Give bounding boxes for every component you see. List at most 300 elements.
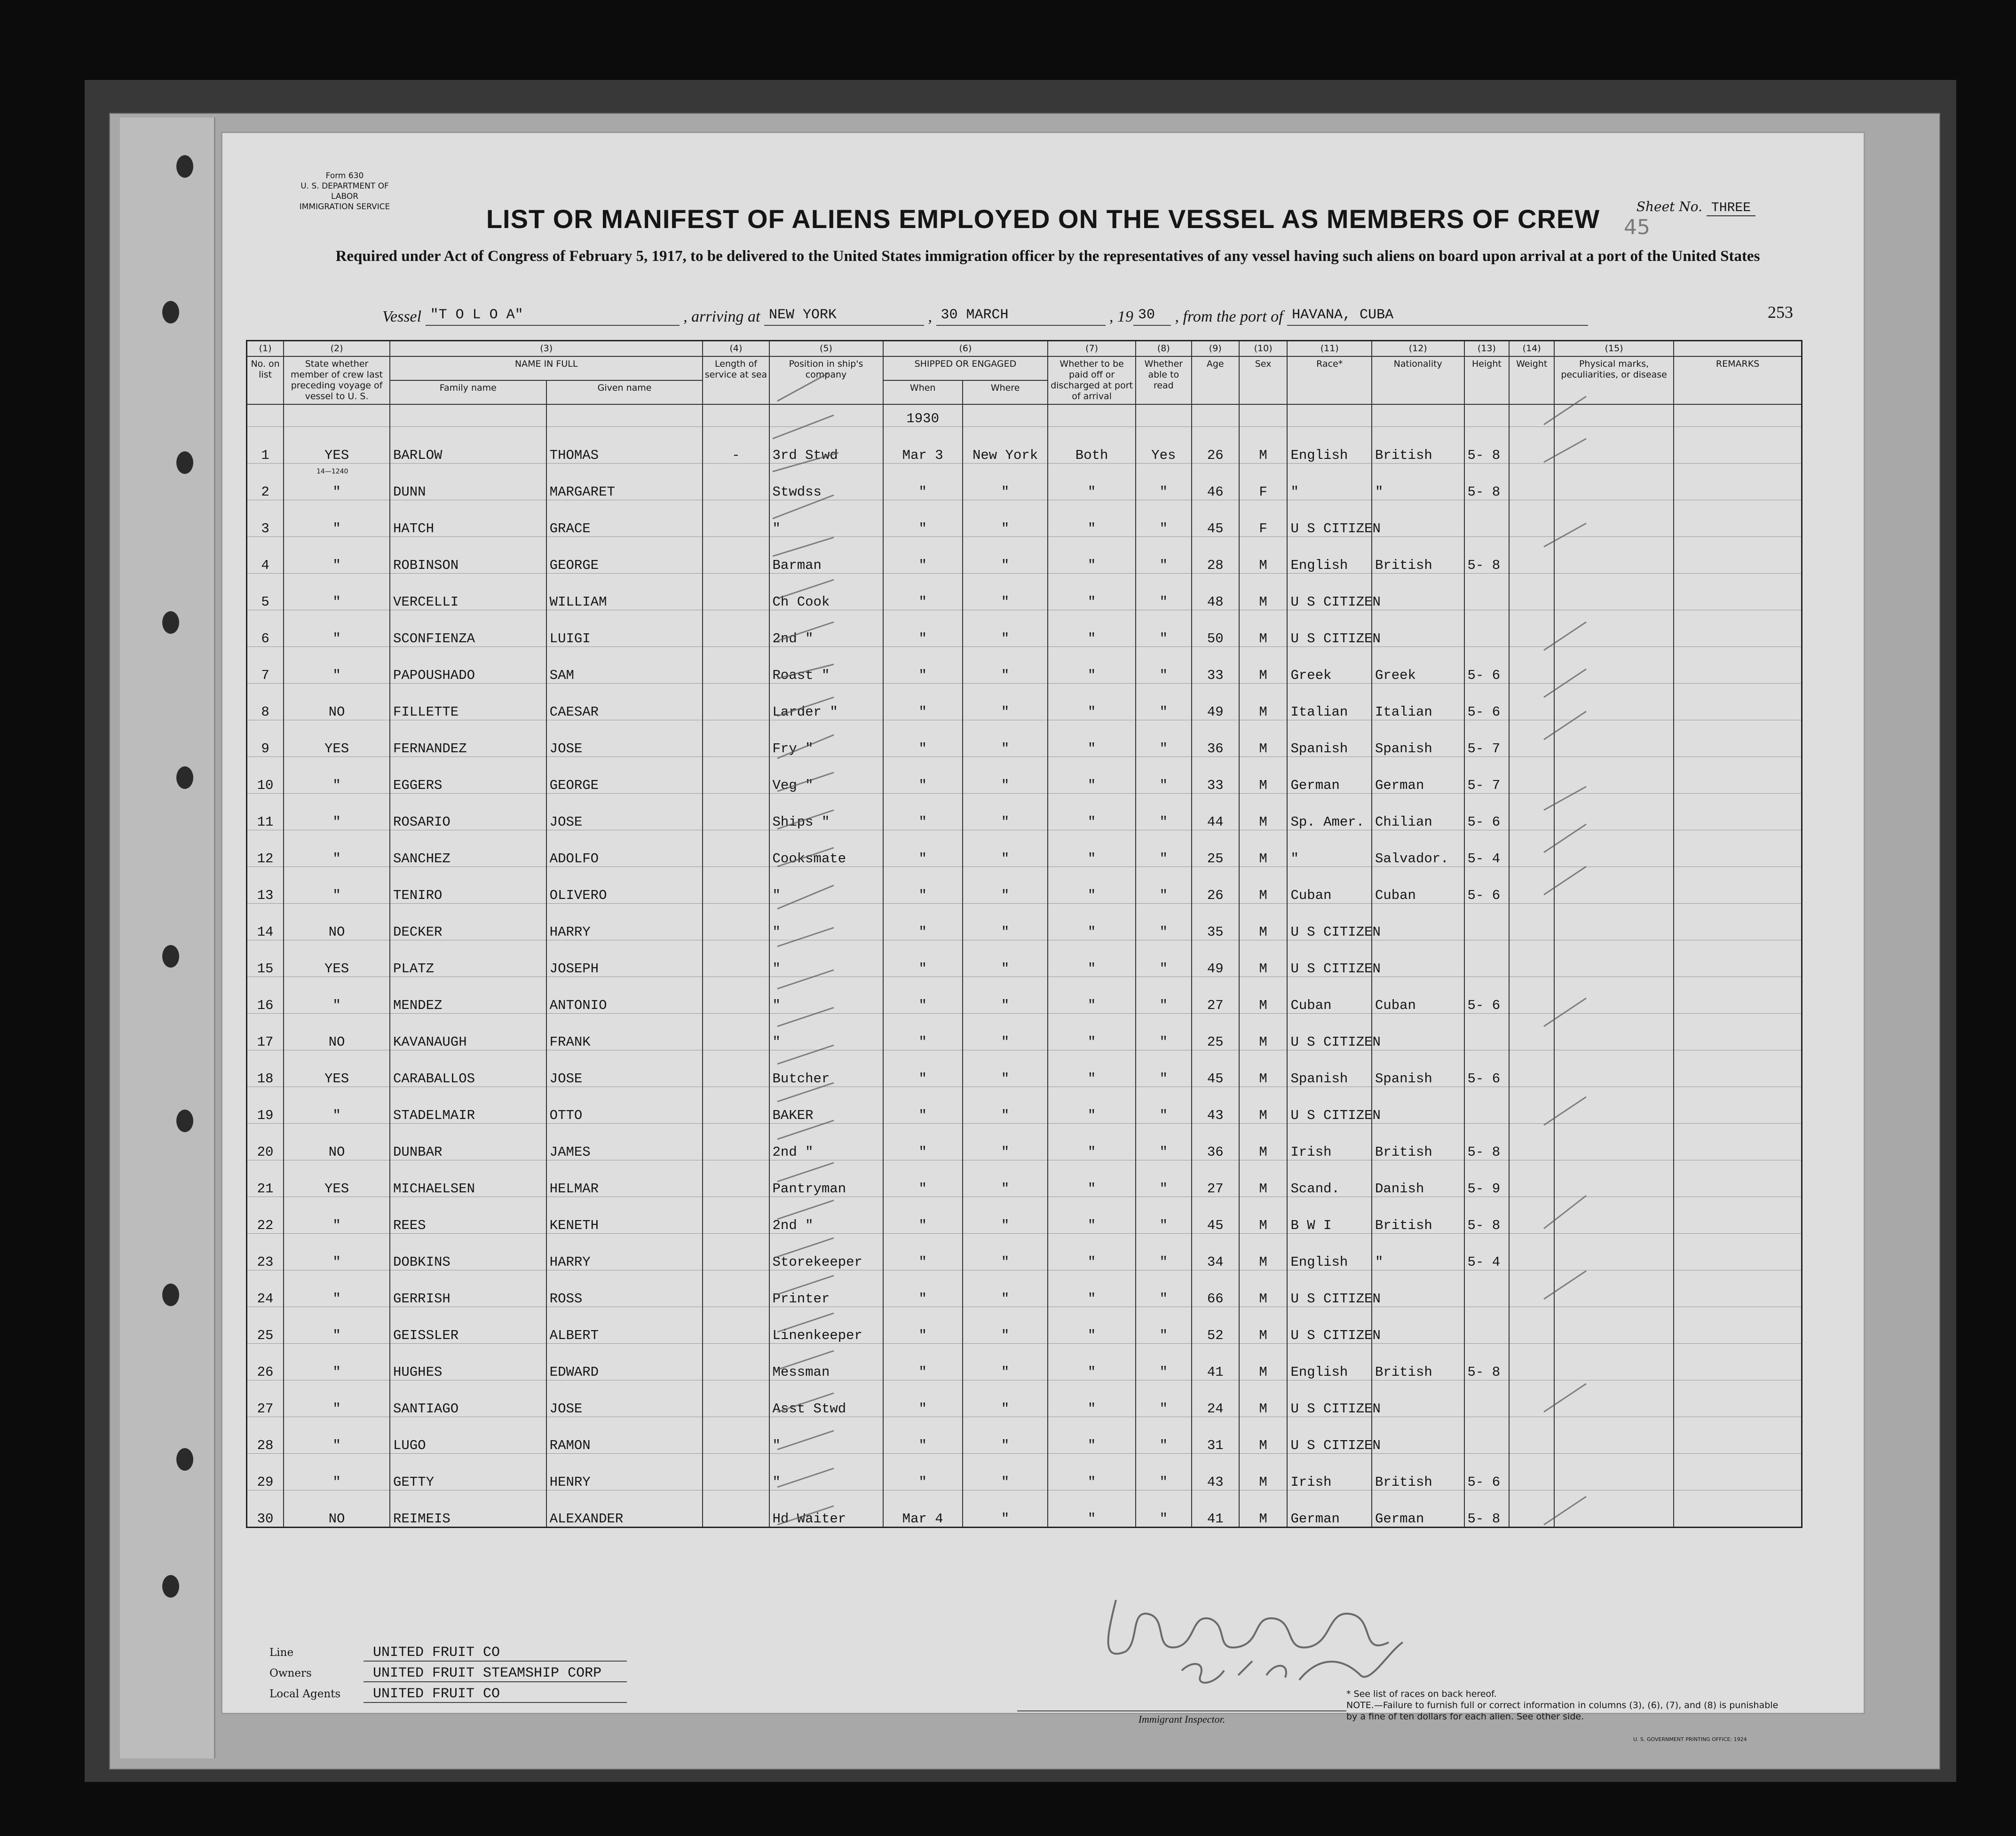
row-number-cell: 3 xyxy=(247,500,284,537)
position-cell: Storekeeper xyxy=(769,1234,883,1270)
col-15-number: (15) xyxy=(1554,341,1674,357)
physical-marks-cell xyxy=(1554,1490,1674,1528)
header-height: Height xyxy=(1464,356,1510,404)
remarks-cell xyxy=(1674,1124,1802,1160)
length-of-service-cell xyxy=(703,1380,769,1417)
age-cell: 24 xyxy=(1192,1380,1239,1417)
paid-off-cell: " xyxy=(1048,500,1136,537)
shipped-where-cell: " xyxy=(963,1380,1048,1417)
family-name-cell: DECKER xyxy=(390,904,546,940)
row-number-cell: 7 xyxy=(247,647,284,684)
previous-voyage-cell: " xyxy=(284,1087,390,1124)
weight-cell xyxy=(1509,904,1554,940)
col-6-number: (6) xyxy=(883,341,1048,357)
nationality-cell: Spanish xyxy=(1372,1050,1464,1087)
family-name-cell: GETTY xyxy=(390,1454,546,1490)
crew-manifest-table xyxy=(246,340,1803,1528)
binding-hole xyxy=(176,451,193,474)
able-to-read-cell: " xyxy=(1136,940,1192,977)
height-cell: 5- 7 xyxy=(1464,720,1510,757)
header-physical-marks: Physical marks, peculiarities, or disease xyxy=(1554,356,1674,404)
sex-cell: M xyxy=(1239,757,1288,794)
physical-marks-cell xyxy=(1554,1344,1674,1380)
shipped-when-cell: " xyxy=(883,977,963,1014)
header-previous-voyage: State whether member of crew last preceding voyage of vessel to U. S. xyxy=(284,356,390,404)
binding-hole xyxy=(162,1575,179,1598)
race-cell: B W I xyxy=(1287,1197,1371,1234)
position-cell: 3rd Stwd xyxy=(769,427,883,464)
shipped-when-cell: " xyxy=(883,1124,963,1160)
paid-off-cell: " xyxy=(1048,1160,1136,1197)
sex-cell: M xyxy=(1239,1307,1288,1344)
family-name-cell: TENIRO xyxy=(390,867,546,904)
previous-voyage-cell: YES xyxy=(284,720,390,757)
previous-voyage-cell: " xyxy=(284,1307,390,1344)
nationality-cell: British xyxy=(1372,1344,1464,1380)
length-of-service-cell xyxy=(703,757,769,794)
vessel-name: "T O L O A" xyxy=(426,307,680,326)
agents-value: UNITED FRUIT CO xyxy=(364,1686,627,1703)
age-cell: 26 xyxy=(1192,427,1239,464)
weight-cell xyxy=(1509,1197,1554,1234)
shipped-when-cell: " xyxy=(883,1344,963,1380)
given-name-cell: ANTONIO xyxy=(546,977,703,1014)
position-cell: Ch Cook xyxy=(769,574,883,610)
table-row xyxy=(247,1197,1802,1234)
weight-cell xyxy=(1509,830,1554,867)
previous-voyage-cell: " xyxy=(284,757,390,794)
sex-cell: M xyxy=(1239,794,1288,830)
row-number-cell: 24 xyxy=(247,1270,284,1307)
year-row-value: 1930 xyxy=(883,404,963,427)
age-cell: 28 xyxy=(1192,537,1239,574)
previous-voyage-cell: " xyxy=(284,830,390,867)
shipped-where-cell: " xyxy=(963,1050,1048,1087)
col-8-number: (8) xyxy=(1136,341,1192,357)
table-row xyxy=(247,1344,1802,1380)
weight-cell xyxy=(1509,427,1554,464)
position-cell: Asst Stwd xyxy=(769,1380,883,1417)
given-name-cell: GRACE xyxy=(546,500,703,537)
able-to-read-cell: " xyxy=(1136,1417,1192,1454)
nationality-cell xyxy=(1372,904,1464,940)
shipped-where-cell: " xyxy=(963,757,1048,794)
height-cell xyxy=(1464,500,1510,537)
pencil-tally: 45 xyxy=(1624,215,1650,239)
col-3-number: (3) xyxy=(390,341,703,357)
shipped-where-cell: " xyxy=(963,1417,1048,1454)
family-name-cell: KAVANAUGH xyxy=(390,1014,546,1050)
row-number-cell: 20 xyxy=(247,1124,284,1160)
table-row xyxy=(247,537,1802,574)
height-cell: 5- 6 xyxy=(1464,1454,1510,1490)
col-7-number: (7) xyxy=(1048,341,1136,357)
header-weight: Weight xyxy=(1509,356,1554,404)
header-name-in-full: NAME IN FULL xyxy=(390,356,703,380)
remarks-cell xyxy=(1674,1160,1802,1197)
remarks-cell xyxy=(1674,1197,1802,1234)
weight-cell xyxy=(1509,647,1554,684)
weight-cell xyxy=(1509,867,1554,904)
race-cell: Cuban xyxy=(1287,977,1371,1014)
age-cell: 41 xyxy=(1192,1344,1239,1380)
row-number-cell: 12 xyxy=(247,830,284,867)
remarks-cell xyxy=(1674,977,1802,1014)
family-name-cell: HATCH xyxy=(390,500,546,537)
race-cell: Irish xyxy=(1287,1124,1371,1160)
position-cell: 2nd " xyxy=(769,610,883,647)
previous-voyage-cell: " xyxy=(284,1380,390,1417)
able-to-read-cell: " xyxy=(1136,977,1192,1014)
remarks-cell xyxy=(1674,720,1802,757)
shipped-where-cell: " xyxy=(963,1454,1048,1490)
family-name-cell: MICHAELSEN xyxy=(390,1160,546,1197)
weight-cell xyxy=(1509,1270,1554,1307)
able-to-read-cell: " xyxy=(1136,867,1192,904)
remarks-cell xyxy=(1674,1417,1802,1454)
position-cell: " xyxy=(769,1417,883,1454)
race-note: * See list of races on back hereof. xyxy=(1346,1689,1497,1699)
sex-cell: M xyxy=(1239,1490,1288,1528)
sex-cell: M xyxy=(1239,867,1288,904)
length-of-service-cell xyxy=(703,1270,769,1307)
length-of-service-cell xyxy=(703,1454,769,1490)
age-cell: 45 xyxy=(1192,1050,1239,1087)
paid-off-cell: " xyxy=(1048,867,1136,904)
physical-marks-cell xyxy=(1554,464,1674,500)
race-cell: English xyxy=(1287,427,1371,464)
given-name-cell: LUIGI xyxy=(546,610,703,647)
age-cell: 45 xyxy=(1192,1197,1239,1234)
length-of-service-cell xyxy=(703,720,769,757)
remarks-cell xyxy=(1674,1087,1802,1124)
nationality-cell: Spanish xyxy=(1372,720,1464,757)
position-cell: Butcher xyxy=(769,1050,883,1087)
position-cell: Linenkeeper xyxy=(769,1307,883,1344)
given-name-cell: ALBERT xyxy=(546,1307,703,1344)
remarks-cell xyxy=(1674,1490,1802,1528)
physical-marks-cell xyxy=(1554,904,1674,940)
row-number-cell: 2 xyxy=(247,464,284,500)
binding-hole xyxy=(162,611,179,634)
able-to-read-cell: " xyxy=(1136,647,1192,684)
given-name-cell: JOSE xyxy=(546,1050,703,1087)
table-row xyxy=(247,1270,1802,1307)
shipped-where-cell: " xyxy=(963,830,1048,867)
nationality-cell: Chilian xyxy=(1372,794,1464,830)
col-2-number: (2) xyxy=(284,341,390,357)
position-cell: Barman xyxy=(769,537,883,574)
position-cell: Veg " xyxy=(769,757,883,794)
previous-voyage-cell: NO xyxy=(284,1124,390,1160)
nationality-cell: British xyxy=(1372,1124,1464,1160)
height-cell: 5- 8 xyxy=(1464,464,1510,500)
physical-marks-cell xyxy=(1554,574,1674,610)
table-row xyxy=(247,1087,1802,1124)
weight-cell xyxy=(1509,574,1554,610)
physical-marks-cell xyxy=(1554,867,1674,904)
shipped-where-cell: " xyxy=(963,1014,1048,1050)
previous-voyage-cell: " xyxy=(284,1417,390,1454)
height-cell xyxy=(1464,1087,1510,1124)
length-of-service-cell xyxy=(703,1014,769,1050)
table-row xyxy=(247,574,1802,610)
header-no-on-list: No. on list xyxy=(247,356,284,404)
previous-voyage-cell: " xyxy=(284,794,390,830)
race-cell: Irish xyxy=(1287,1454,1371,1490)
length-of-service-cell xyxy=(703,647,769,684)
length-of-service-cell xyxy=(703,830,769,867)
able-to-read-cell: " xyxy=(1136,720,1192,757)
age-cell: 33 xyxy=(1192,757,1239,794)
length-of-service-cell: - xyxy=(703,427,769,464)
age-cell: 66 xyxy=(1192,1270,1239,1307)
header-when: When xyxy=(883,380,963,404)
height-cell: 5- 8 xyxy=(1464,1344,1510,1380)
shipped-when-cell: " xyxy=(883,1454,963,1490)
nationality-cell: Cuban xyxy=(1372,977,1464,1014)
able-to-read-cell: " xyxy=(1136,1197,1192,1234)
position-cell: 2nd " xyxy=(769,1197,883,1234)
physical-marks-cell xyxy=(1554,537,1674,574)
remarks-cell xyxy=(1674,574,1802,610)
row-number-cell: 19 xyxy=(247,1087,284,1124)
page-number: 253 xyxy=(1768,303,1793,322)
nationality-cell xyxy=(1372,1307,1464,1344)
shipped-when-cell: " xyxy=(883,1160,963,1197)
able-to-read-cell: " xyxy=(1136,830,1192,867)
nationality-cell: Greek xyxy=(1372,647,1464,684)
given-name-cell: HARRY xyxy=(546,1234,703,1270)
agents-label: Local Agents xyxy=(269,1688,341,1700)
nationality-cell xyxy=(1372,1417,1464,1454)
shipped-where-cell: " xyxy=(963,720,1048,757)
height-cell xyxy=(1464,1270,1510,1307)
header-shipped-or-engaged: SHIPPED OR ENGAGED xyxy=(883,356,1048,380)
race-cell: U S CITIZEN xyxy=(1287,1417,1371,1454)
age-cell: 25 xyxy=(1192,830,1239,867)
shipped-where-cell: New York xyxy=(963,427,1048,464)
age-cell: 31 xyxy=(1192,1417,1239,1454)
row-number-cell: 1 xyxy=(247,427,284,464)
paid-off-cell: " xyxy=(1048,537,1136,574)
row-number-cell: 8 xyxy=(247,684,284,720)
length-of-service-cell xyxy=(703,500,769,537)
family-name-cell: SCONFIENZA xyxy=(390,610,546,647)
race-cell: U S CITIZEN xyxy=(1287,940,1371,977)
height-cell: 5- 4 xyxy=(1464,1234,1510,1270)
able-to-read-cell: " xyxy=(1136,1050,1192,1087)
physical-marks-cell xyxy=(1554,830,1674,867)
given-name-cell: ALEXANDER xyxy=(546,1490,703,1528)
table-row xyxy=(247,794,1802,830)
given-name-cell: JOSEPH xyxy=(546,940,703,977)
race-cell: " xyxy=(1287,830,1371,867)
height-cell: 5- 6 xyxy=(1464,977,1510,1014)
race-cell: Greek xyxy=(1287,647,1371,684)
sex-cell: M xyxy=(1239,610,1288,647)
previous-voyage-cell: " xyxy=(284,1454,390,1490)
physical-marks-cell xyxy=(1554,1417,1674,1454)
given-name-cell: CAESAR xyxy=(546,684,703,720)
binding-hole xyxy=(162,301,179,323)
sex-cell: M xyxy=(1239,684,1288,720)
age-cell: 45 xyxy=(1192,500,1239,537)
table-row xyxy=(247,1124,1802,1160)
family-name-cell: DUNBAR xyxy=(390,1124,546,1160)
sheet-number-value: THREE xyxy=(1707,201,1755,216)
family-name-cell: SANTIAGO xyxy=(390,1380,546,1417)
sex-cell: M xyxy=(1239,1050,1288,1087)
sex-cell: M xyxy=(1239,1014,1288,1050)
row-number-cell: 26 xyxy=(247,1344,284,1380)
family-name-cell: DUNN xyxy=(390,464,546,500)
header-paid-off: Whether to be paid off or discharged at port of arrival xyxy=(1048,356,1136,404)
remarks-cell xyxy=(1674,867,1802,904)
nationality-cell xyxy=(1372,1087,1464,1124)
footer-agents-row xyxy=(269,1686,627,1707)
table-row xyxy=(247,684,1802,720)
position-cell: " xyxy=(769,977,883,1014)
length-of-service-cell xyxy=(703,1087,769,1124)
family-name-cell: GERRISH xyxy=(390,1270,546,1307)
inspector-label: Immigrant Inspector. xyxy=(1017,1710,1346,1726)
previous-voyage-cell: " xyxy=(284,1197,390,1234)
shipped-when-cell: Mar 3 xyxy=(883,427,963,464)
row-number-cell: 9 xyxy=(247,720,284,757)
position-cell: Hd Waiter xyxy=(769,1490,883,1528)
height-cell xyxy=(1464,1380,1510,1417)
age-cell: 36 xyxy=(1192,1124,1239,1160)
family-name-cell: BARLOW xyxy=(390,427,546,464)
given-name-cell: OTTO xyxy=(546,1087,703,1124)
header-able-to-read: Whether able to read xyxy=(1136,356,1192,404)
family-name-cell: DOBKINS xyxy=(390,1234,546,1270)
able-to-read-cell: " xyxy=(1136,1124,1192,1160)
shipped-where-cell: " xyxy=(963,610,1048,647)
year-row xyxy=(247,404,1802,427)
sex-cell: M xyxy=(1239,1234,1288,1270)
shipped-when-cell: " xyxy=(883,500,963,537)
form-title: LIST OR MANIFEST OF ALIENS EMPLOYED ON THE VESSEL AS MEMBERS OF CREW xyxy=(486,204,1600,234)
weight-cell xyxy=(1509,1417,1554,1454)
length-of-service-cell xyxy=(703,464,769,500)
sex-cell: M xyxy=(1239,574,1288,610)
row-number-cell: 4 xyxy=(247,537,284,574)
shipped-where-cell: " xyxy=(963,940,1048,977)
paid-off-cell: " xyxy=(1048,977,1136,1014)
able-to-read-cell: " xyxy=(1136,1014,1192,1050)
shipped-when-cell: " xyxy=(883,610,963,647)
paid-off-cell: " xyxy=(1048,1380,1136,1417)
nationality-cell: Danish xyxy=(1372,1160,1464,1197)
weight-cell xyxy=(1509,1124,1554,1160)
row-number-cell: 21 xyxy=(247,1160,284,1197)
table-row xyxy=(247,1490,1802,1528)
sex-cell: M xyxy=(1239,1270,1288,1307)
vessel-line: Vessel "T O L O A" , arriving at NEW YORK , 30 MARCH , 19 30 , from the port of HAVANA, CUBA xyxy=(382,307,1588,326)
height-cell: 5- 6 xyxy=(1464,794,1510,830)
remarks-cell xyxy=(1674,904,1802,940)
nationality-cell xyxy=(1372,940,1464,977)
table-row xyxy=(247,1234,1802,1270)
race-cell: Spanish xyxy=(1287,720,1371,757)
age-cell: 49 xyxy=(1192,940,1239,977)
race-cell: English xyxy=(1287,1344,1371,1380)
nationality-cell: Salvador. xyxy=(1372,830,1464,867)
shipped-where-cell: " xyxy=(963,684,1048,720)
weight-cell xyxy=(1509,794,1554,830)
previous-voyage-cell: " xyxy=(284,1344,390,1380)
family-name-cell: PLATZ xyxy=(390,940,546,977)
remarks-cell xyxy=(1674,1014,1802,1050)
race-cell: U S CITIZEN xyxy=(1287,610,1371,647)
paid-off-cell: " xyxy=(1048,1270,1136,1307)
nationality-cell: " xyxy=(1372,1234,1464,1270)
remarks-cell xyxy=(1674,1234,1802,1270)
length-of-service-cell xyxy=(703,1050,769,1087)
remarks-cell xyxy=(1674,1307,1802,1344)
from-label: , from the port of xyxy=(1175,308,1283,325)
table-row xyxy=(247,1160,1802,1197)
previous-voyage-cell: " xyxy=(284,500,390,537)
given-name-cell: THOMAS xyxy=(546,427,703,464)
owners-value: UNITED FRUIT STEAMSHIP CORP xyxy=(364,1665,627,1682)
weight-cell xyxy=(1509,1380,1554,1417)
service-name: IMMIGRATION SERVICE xyxy=(299,202,390,212)
height-cell: 5- 8 xyxy=(1464,537,1510,574)
row-number-cell: 15 xyxy=(247,940,284,977)
family-name-cell: FILLETTE xyxy=(390,684,546,720)
shipped-when-cell: " xyxy=(883,1417,963,1454)
row-number-cell: 27 xyxy=(247,1380,284,1417)
family-name-cell: VERCELLI xyxy=(390,574,546,610)
shipped-where-cell: " xyxy=(963,1087,1048,1124)
sex-cell: M xyxy=(1239,1160,1288,1197)
weight-cell xyxy=(1509,1014,1554,1050)
header-sex: Sex xyxy=(1239,356,1288,404)
nationality-cell xyxy=(1372,610,1464,647)
nationality-cell: German xyxy=(1372,1490,1464,1528)
shipped-when-cell: " xyxy=(883,537,963,574)
form-number: Form 630 xyxy=(325,171,364,181)
nationality-cell: British xyxy=(1372,427,1464,464)
given-name-cell: GEORGE xyxy=(546,537,703,574)
given-name-cell: FRANK xyxy=(546,1014,703,1050)
weight-cell xyxy=(1509,684,1554,720)
physical-marks-cell xyxy=(1554,977,1674,1014)
binding-hole xyxy=(176,1448,193,1471)
binding-hole xyxy=(176,766,193,789)
physical-marks-cell xyxy=(1554,720,1674,757)
remarks-cell xyxy=(1674,684,1802,720)
physical-marks-cell xyxy=(1554,647,1674,684)
race-cell: U S CITIZEN xyxy=(1287,574,1371,610)
family-name-cell: MENDEZ xyxy=(390,977,546,1014)
nationality-cell xyxy=(1372,1380,1464,1417)
age-cell: 52 xyxy=(1192,1307,1239,1344)
table-row xyxy=(247,1380,1802,1417)
shipped-when-cell: " xyxy=(883,940,963,977)
position-cell: " xyxy=(769,904,883,940)
weight-cell xyxy=(1509,940,1554,977)
table-row xyxy=(247,464,1802,500)
col-10-number: (10) xyxy=(1239,341,1288,357)
table-row xyxy=(247,500,1802,537)
sex-cell: M xyxy=(1239,1197,1288,1234)
binding-hole xyxy=(176,155,193,178)
paid-off-cell: " xyxy=(1048,1087,1136,1124)
